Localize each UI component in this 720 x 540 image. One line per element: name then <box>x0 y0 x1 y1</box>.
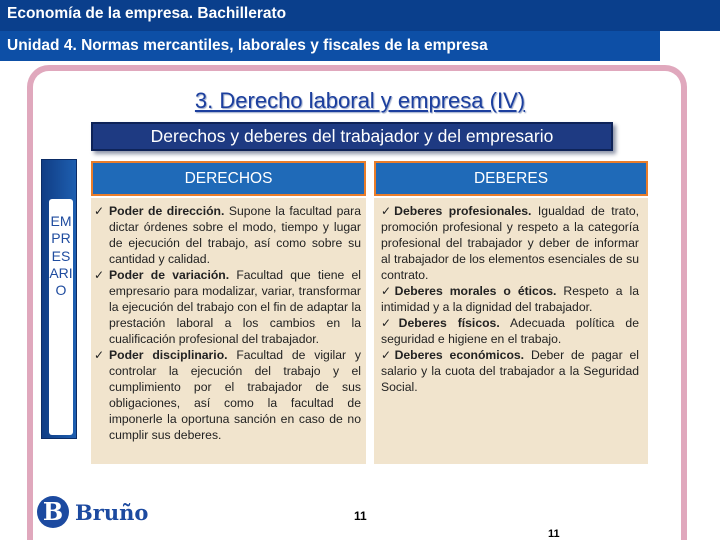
duties-text: Deber de pagar el salario y la cuota del trabajador a la Seguridad Social. <box>381 348 640 394</box>
logo-text: Bruño <box>75 500 149 525</box>
rights-text: Facultad que tiene el empresario para modalizar, variar, transformar la ejecución del trabajo con el fin de adaptar la prestación laboral a los cambios en la cualificación profesional del trabajador. <box>109 268 361 346</box>
check-icon: ✓ <box>381 348 395 362</box>
slide-title: 3. Derecho laboral y empresa (IV) <box>194 88 526 113</box>
check-icon: ✓ <box>94 204 105 218</box>
side-label: EMPRESARIO <box>49 213 73 299</box>
page-number: 11 <box>354 509 367 523</box>
check-icon: ✓ <box>94 268 105 282</box>
page-number-secondary: 11 <box>548 528 560 540</box>
duties-item <box>381 203 639 283</box>
duties-term: Deberes morales o éticos. <box>394 284 557 298</box>
unit-title: Unidad 4. Normas mercantiles, laborales y fiscales de la empresa <box>7 37 488 54</box>
duties-item <box>381 347 639 395</box>
course-header <box>0 0 720 31</box>
rights-term: Poder disciplinario. <box>109 348 228 362</box>
rights-item <box>94 347 361 443</box>
duties-term: Deberes físicos. <box>398 316 500 330</box>
duties-text: Adecuada política de seguridad e higiene en el trabajo. <box>381 316 639 346</box>
unit-header <box>0 31 660 61</box>
rights-text: Facultad de vigilar y controlar la ejecución del trabajo y el cumplimiento por el trabajador de sus obligaciones, así como la facultad de imponerle la oportuna sanción en caso de no cumplir sus deberes. <box>109 348 361 442</box>
rights-list <box>94 203 361 443</box>
check-icon: ✓ <box>381 284 395 298</box>
duties-list <box>381 203 639 395</box>
rights-term: Poder de dirección. <box>109 204 225 218</box>
check-icon: ✓ <box>381 316 399 330</box>
duties-item <box>381 315 639 347</box>
duties-text: Igualdad de trato, promoción profesional y respeto a la categoría profesional del trabajador y deber de informar al trabajador de los elementos esenciales de su contrato. <box>381 204 639 282</box>
publisher-logo <box>37 496 157 528</box>
check-icon: ✓ <box>94 348 105 362</box>
rights-item <box>94 203 361 267</box>
course-title: Economía de la empresa. Bachillerato <box>7 5 287 22</box>
section-banner: Derechos y deberes del trabajador y del empresario <box>91 122 613 151</box>
rights-item <box>94 267 361 347</box>
side-label-box <box>49 199 73 435</box>
duties-term: Deberes profesionales. <box>394 204 532 218</box>
rights-term: Poder de variación. <box>109 268 230 282</box>
duties-term: Deberes económicos. <box>394 348 525 362</box>
check-icon: ✓ <box>381 204 395 218</box>
duties-heading: DEBERES <box>374 161 648 196</box>
rights-text: Supone la facultad para dictar órdenes sobre el modo, tiempo y lugar de ejecución del trabajo, así como sobre su cantidad y calidad. <box>109 204 361 266</box>
duties-item <box>381 283 639 315</box>
logo-icon: B <box>37 496 69 528</box>
rights-heading: DERECHOS <box>91 161 366 196</box>
duties-text: Respeto a la intimidad y a la dignidad del trabajador. <box>381 284 639 314</box>
